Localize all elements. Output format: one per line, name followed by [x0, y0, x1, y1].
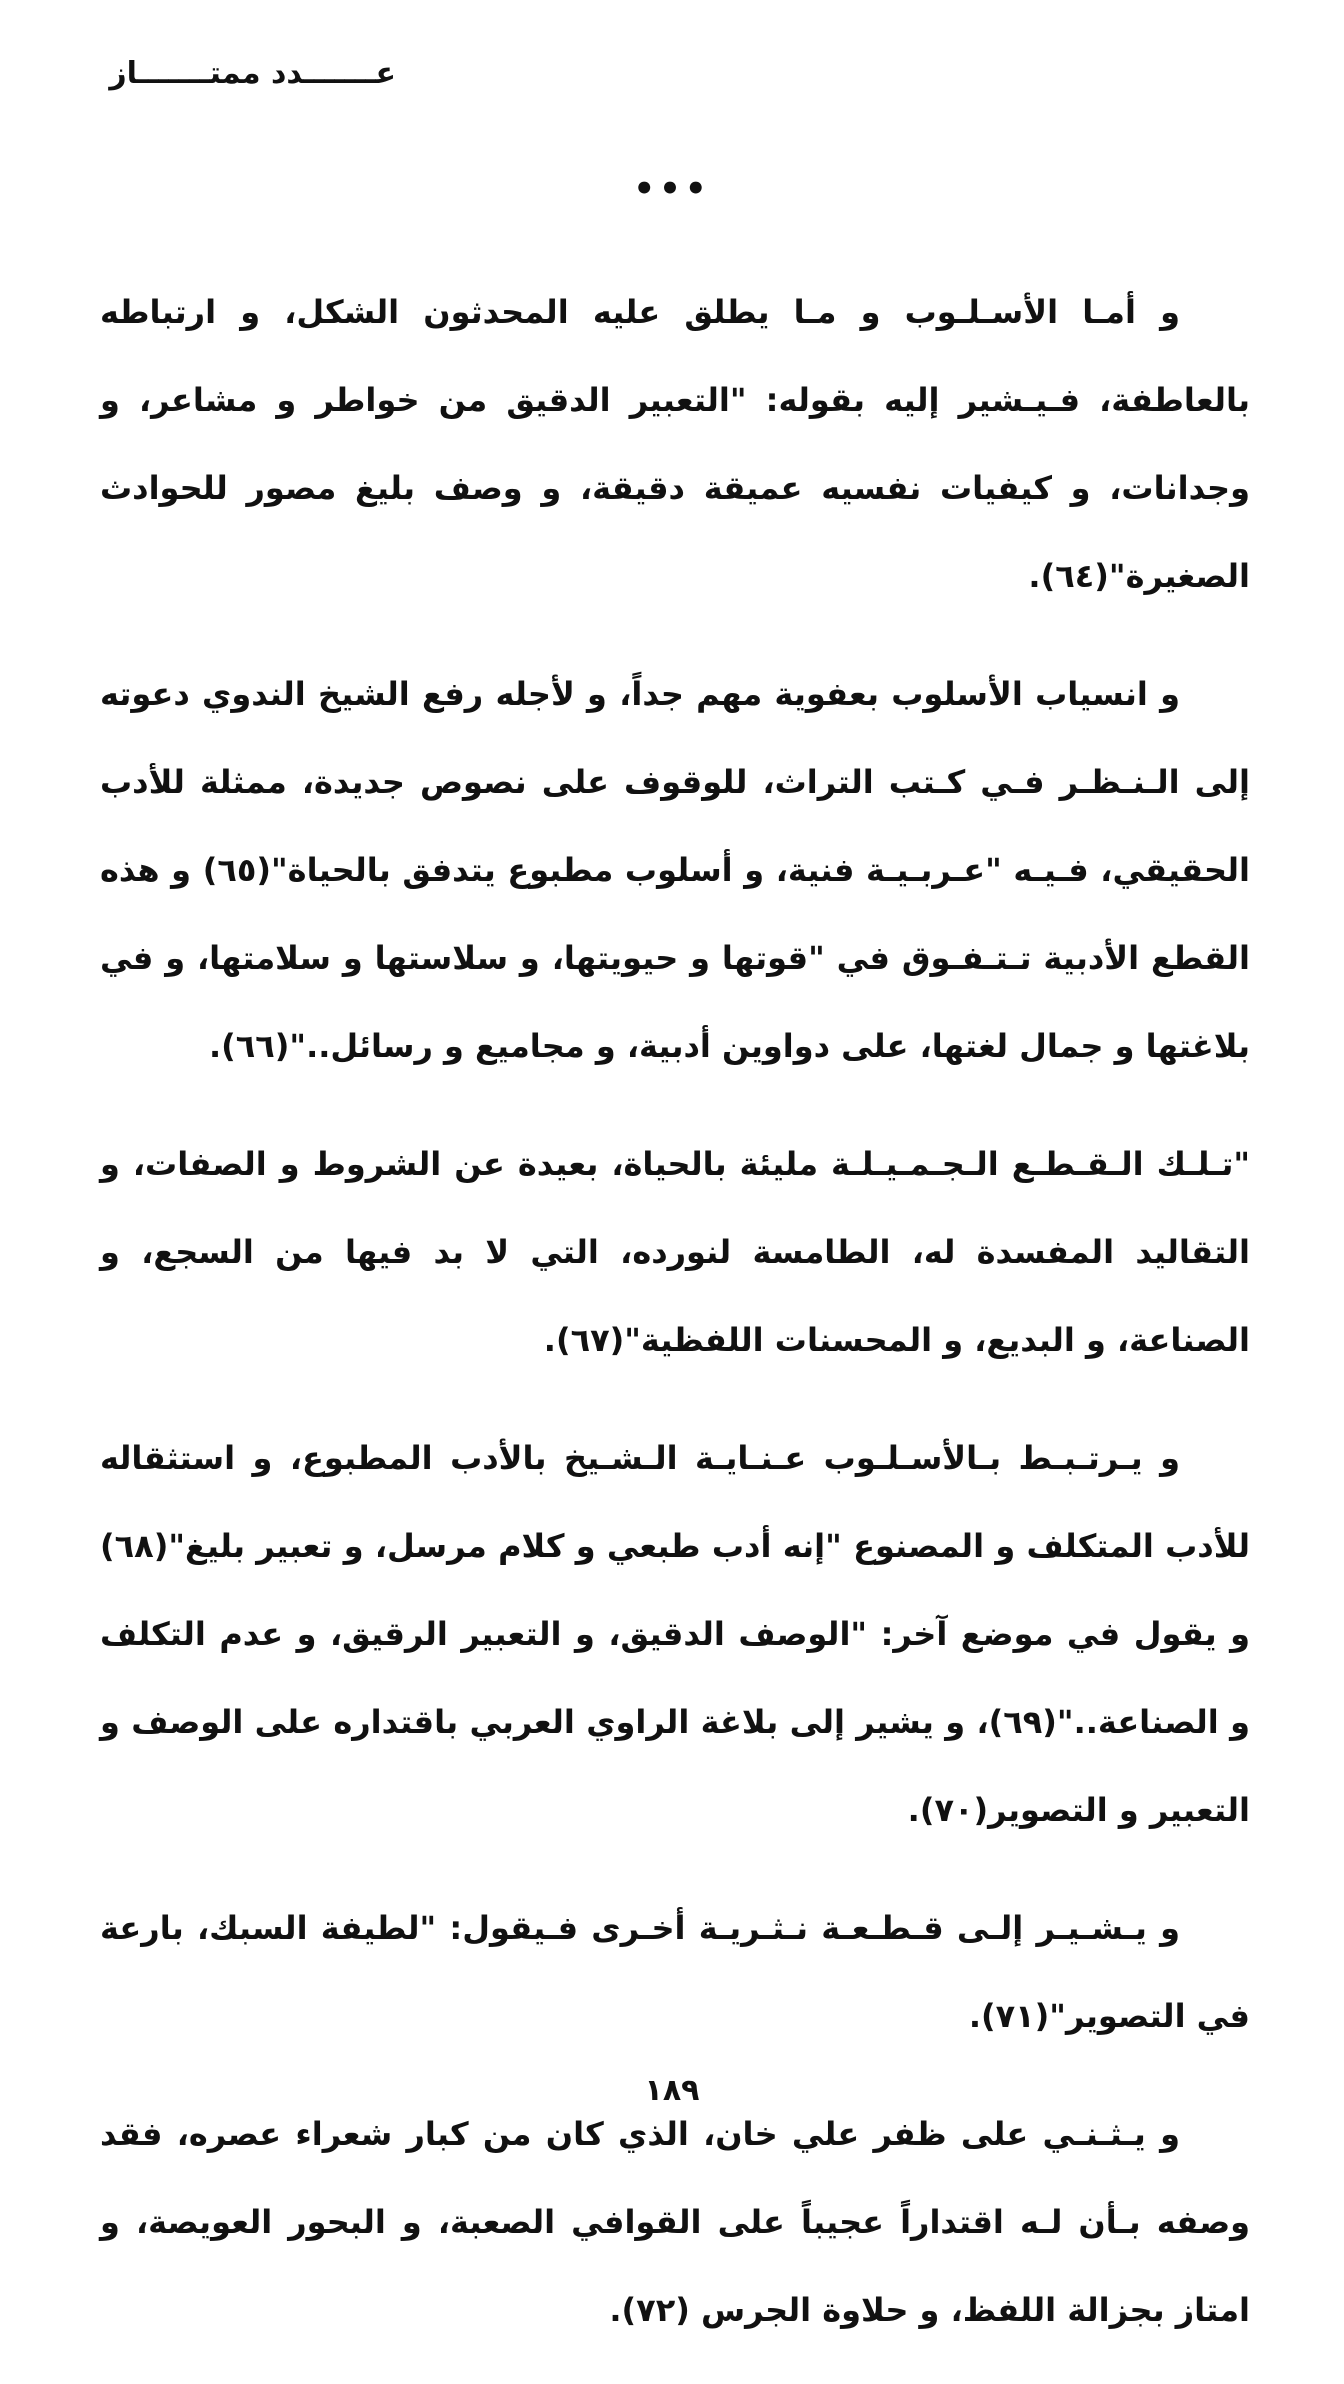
paragraph-prose-piece: و يـشـيـر إلـى قـطـعـة نـثـريـة أخـرى فـيقول: "لطيفة السبك، بارعة في التصوير"(٧١). [100, 1909, 1250, 2035]
page-number: ١٨٩ [644, 2073, 700, 2108]
paragraph-natural-literature: و يـرتـبـط بـالأسـلـوب عـنـايـة الـشـيخ بالأدب المطبوع، و استثقاله للأدب المتكلف و المصنوع "إنه أدب طبعي و كلام مرسل، و تعبير بليغ"(٦٨) و يقول في موضع آخر: "الوصف الدقيق، و التعبير الرقيق، و عدم التكلف و الصناعة.."(٦٩)، و يشير إلى بلاغة الراوي العربي باقتداره على الوصف و التعبير و التصوير(٧٠). [100, 1439, 1251, 1829]
running-header: عـــــــدد ممتـــــــاز [109, 56, 396, 91]
paragraph-spontaneous-style: و انسياب الأسلوب بعفوية مهم جداً، و لأجله رفع الشيخ الندوي دعوته إلى الـنـظـر فـي كـتب التراث، للوقوف على نصوص جديدة، ممثلة للأدب الحقيقي، فـيـه "عـربـيـة فنية، و أسلوب مطبوع يتدفق بالحياة"(٦٥) و هذه القطع الأدبية تـتـفـوق في "قوتها و حيويتها، و سلاستها و سلامتها، و في بلاغتها و جمال لغتها، على دواوين أدبية، و مجاميع و رسائل.."(٦٦). [100, 675, 1250, 1065]
paragraph-zafar-ali-khan: و يـثـنـي على ظفر علي خان، الذي كان من كبار شعراء عصره، فقد وصفه بـأن لـه اقتداراً عجيباً على القوافي الصعبة، و البحور العويصة، و امتاز بجزالة اللفظ، و حلاوة الجرس (٧٢). [100, 2115, 1250, 2329]
paragraph-beautiful-pieces: "تـلـك الـقـطـع الـجـمـيـلـة مليئة بالحياة، بعيدة عن الشروط و الصفات، و التقاليد المفسدة له، الطامسة لنورده، التي لا بد فيها من السجع، و الصناعة، و البديع، و المحسنات اللفظية"(٦٧). [100, 1145, 1250, 1359]
section-separator: ••• [633, 169, 711, 209]
paragraph-style-and-emotion: و أمـا الأسـلـوب و مـا يطلق عليه المحدثون الشكل، و ارتباطه بالعاطفة، فـيـشير إليه بقوله: "التعبير الدقيق من خواطر و مشاعر، و وجدانات، و كيفيات نفسيه عميقة دقيقة، و وصف بليغ مصور للحوادث الصغيرة"(٦٤). [100, 293, 1250, 595]
